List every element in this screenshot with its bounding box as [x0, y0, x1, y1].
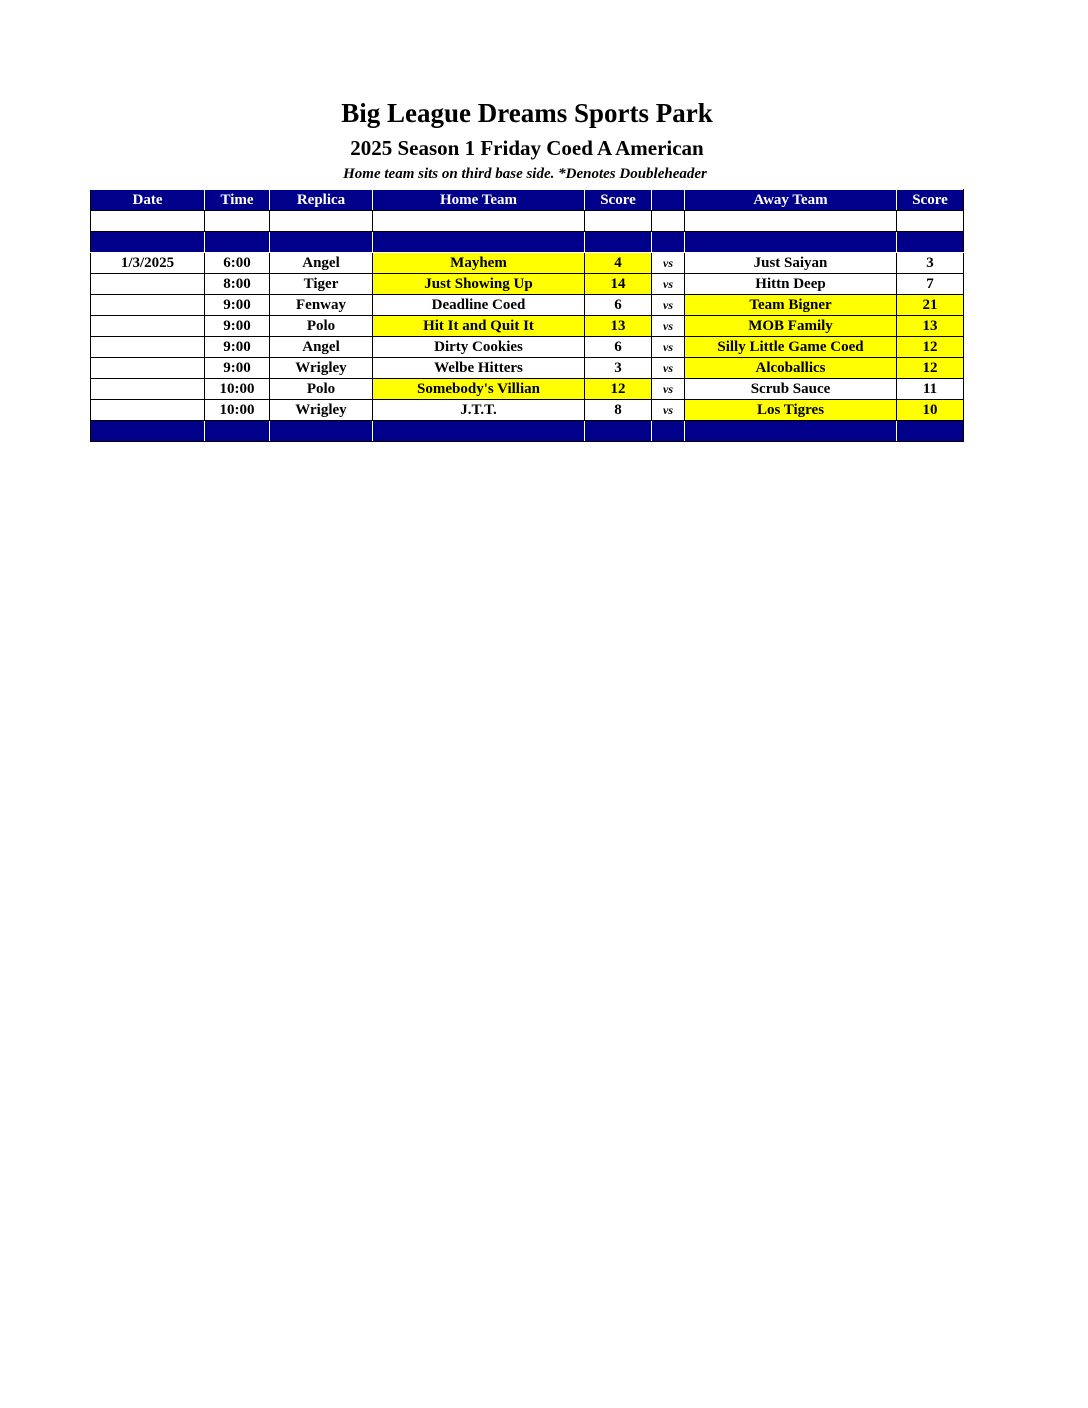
- home-team: J.T.T.: [373, 400, 585, 421]
- field-name: Wrigley: [270, 400, 373, 421]
- away-score: 12: [897, 337, 964, 358]
- game-date: [91, 337, 205, 358]
- col-header-time: Time: [205, 190, 270, 211]
- table-row: [91, 379, 964, 400]
- game-time: 9:00: [205, 316, 270, 337]
- field-name: Angel: [270, 253, 373, 274]
- vs-label: vs: [652, 295, 685, 316]
- col-header-vs: [652, 190, 685, 211]
- away-score: 7: [897, 274, 964, 295]
- home-team: Mayhem: [373, 253, 585, 274]
- table-row: [91, 253, 964, 274]
- col-header-home-score: Score: [585, 190, 652, 211]
- away-team: Scrub Sauce: [685, 379, 897, 400]
- game-time: 9:00: [205, 295, 270, 316]
- game-date: [91, 379, 205, 400]
- game-time: 9:00: [205, 358, 270, 379]
- page-title: Big League Dreams Sports Park: [341, 98, 713, 128]
- away-team: Just Saiyan: [685, 253, 897, 274]
- game-date: [91, 358, 205, 379]
- field-name: Fenway: [270, 295, 373, 316]
- game-time: 9:00: [205, 337, 270, 358]
- page-subtitle: 2025 Season 1 Friday Coed A American: [350, 136, 704, 160]
- field-name: Angel: [270, 337, 373, 358]
- field-name: Tiger: [270, 274, 373, 295]
- home-team: Just Showing Up: [373, 274, 585, 295]
- home-team: Deadline Coed: [373, 295, 585, 316]
- home-score: 3: [585, 358, 652, 379]
- vs-label: vs: [652, 358, 685, 379]
- game-date: 1/3/2025: [91, 253, 205, 274]
- away-score: 13: [897, 316, 964, 337]
- home-team: Hit It and Quit It: [373, 316, 585, 337]
- footer-band: [91, 421, 964, 442]
- field-name: Wrigley: [270, 358, 373, 379]
- vs-label: vs: [652, 316, 685, 337]
- table-row: [91, 400, 964, 421]
- col-header-home-team: Home Team: [373, 190, 585, 211]
- vs-label: vs: [652, 379, 685, 400]
- away-score: 3: [897, 253, 964, 274]
- schedule-note: Home team sits on third base side. *Denotes Doubleheader: [343, 166, 707, 182]
- col-header-date: Date: [91, 190, 205, 211]
- field-name: Polo: [270, 316, 373, 337]
- away-team: Hittn Deep: [685, 274, 897, 295]
- home-score: 4: [585, 253, 652, 274]
- away-team: MOB Family: [685, 316, 897, 337]
- away-score: 11: [897, 379, 964, 400]
- home-score: 6: [585, 337, 652, 358]
- vs-label: vs: [652, 253, 685, 274]
- home-team: Dirty Cookies: [373, 337, 585, 358]
- game-time: 10:00: [205, 379, 270, 400]
- table-row: [91, 316, 964, 337]
- vs-label: vs: [652, 400, 685, 421]
- home-score: 14: [585, 274, 652, 295]
- away-team: Los Tigres: [685, 400, 897, 421]
- away-score: 21: [897, 295, 964, 316]
- header-row: [91, 190, 964, 211]
- col-header-replica: Replica: [270, 190, 373, 211]
- separator-band: [91, 232, 964, 253]
- away-score: 12: [897, 358, 964, 379]
- blank-row: [91, 211, 964, 232]
- table-row: [91, 295, 964, 316]
- away-team: Team Bigner: [685, 295, 897, 316]
- vs-label: vs: [652, 274, 685, 295]
- field-name: Polo: [270, 379, 373, 400]
- table-row: [91, 274, 964, 295]
- table-row: [91, 337, 964, 358]
- away-score: 10: [897, 400, 964, 421]
- col-header-away-score: Score: [897, 190, 964, 211]
- schedule-table: [90, 189, 964, 442]
- home-score: 13: [585, 316, 652, 337]
- home-score: 12: [585, 379, 652, 400]
- home-team: Somebody's Villian: [373, 379, 585, 400]
- home-team: Welbe Hitters: [373, 358, 585, 379]
- game-date: [91, 274, 205, 295]
- away-team: Silly Little Game Coed: [685, 337, 897, 358]
- game-time: 6:00: [205, 253, 270, 274]
- game-time: 8:00: [205, 274, 270, 295]
- away-team: Alcoballics: [685, 358, 897, 379]
- game-date: [91, 400, 205, 421]
- home-score: 8: [585, 400, 652, 421]
- col-header-away-team: Away Team: [685, 190, 897, 211]
- game-date: [91, 295, 205, 316]
- vs-label: vs: [652, 337, 685, 358]
- home-score: 6: [585, 295, 652, 316]
- game-time: 10:00: [205, 400, 270, 421]
- game-date: [91, 316, 205, 337]
- table-row: [91, 358, 964, 379]
